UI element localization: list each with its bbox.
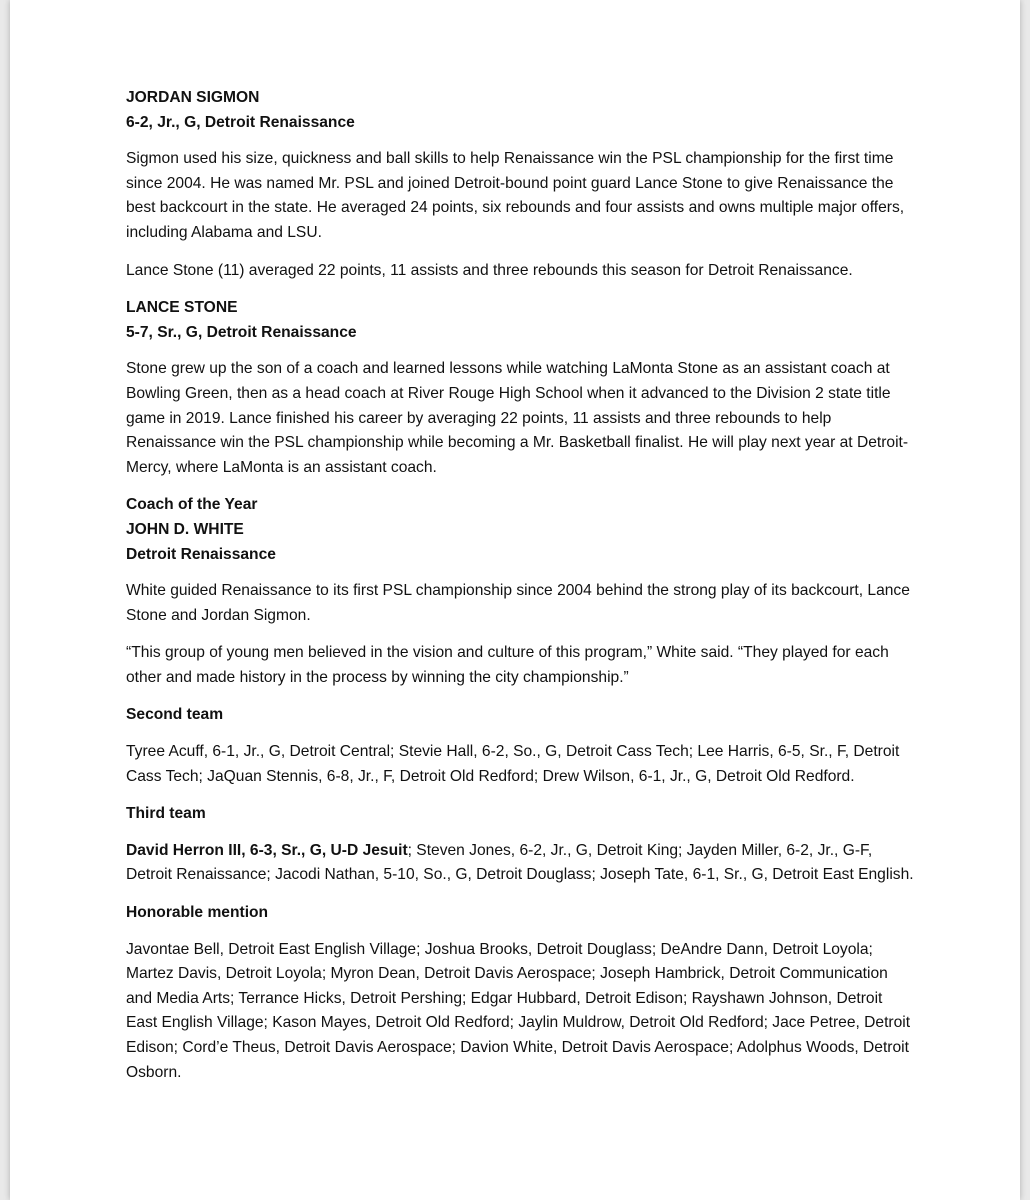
honorable-mention-title: Honorable mention — [126, 904, 269, 922]
player-header — [126, 296, 916, 345]
coach-bio: White guided Renaissance to its first PSL championship since 2004 behind the strong play of its backcourt, Lance Stone and Jordan Sigmon. — [126, 582, 910, 624]
coach-award: Coach of the Year — [126, 496, 258, 514]
coach-school: Detroit Renaissance — [126, 545, 276, 563]
third-team-rest: ; Steven Jones, 6-2, Jr., G, Detroit King; Jayden Miller, 6-2, Jr., G-F, Detroit Renaissance; Jacodi Nathan, 5-10, So., G, Detroit Douglass; Joseph Tate, 6-1, Sr., G, Detroit East English. — [126, 841, 914, 884]
second-team-list: Tyree Acuff, 6-1, Jr., G, Detroit Central; Stevie Hall, 6-2, So., G, Detroit Cass Tech; Lee Harris, 6-5, Sr., F, Detroit Cass Tech; JaQuan Stennis, 6-8, Jr., F, Detroit Old Redford; Drew Wilson, 6-1, Jr., G, Detroit Old Redford. — [126, 743, 900, 785]
player-info: 6-2, Jr., G, Detroit Renaissance — [126, 113, 355, 131]
player-header — [126, 86, 916, 135]
third-team-title: Third team — [126, 805, 206, 823]
player-name: LANCE STONE — [126, 299, 238, 317]
second-team-title: Second team — [126, 706, 224, 724]
third-team-lead: David Herron III, 6-3, Sr., G, U-D Jesuit — [126, 841, 408, 859]
player-bio: Sigmon used his size, quickness and ball skills to help Renaissance win the PSL championship for the first time since 2004. He was named Mr. PSL and joined Detroit-bound point guard Lance Stone to give Renaissance the best backcourt in the state. He averaged 24 points, six rebounds and four assists and owns multiple major offers, including Alabama and LSU. — [126, 150, 905, 241]
article-body — [126, 86, 916, 1098]
third-team-list — [126, 839, 916, 888]
player-name: JORDAN SIGMON — [126, 89, 260, 106]
coach-quote: “This group of young men believed in the vision and culture of this program,” White said. “They played for each other and made history in the process by winning the city championship.” — [126, 644, 889, 686]
coach-header — [126, 493, 916, 567]
photo-caption: Lance Stone (11) averaged 22 points, 11 assists and three rebounds this season for Detroit Renaissance. — [126, 261, 853, 279]
coach-name: JOHN D. WHITE — [126, 520, 244, 538]
player-bio: Stone grew up the son of a coach and learned lessons while watching LaMonta Stone as an assistant coach at Bowling Green, then as a head coach at River Rouge High School when it advanced to the Division 2 state title game in 2019. Lance finished his career by averaging 22 points, 11 assists and three rebounds to help Renaissance win the PSL championship while becoming a Mr. Basketball finalist. He will play next year at Detroit-Mercy, where LaMonta is an assistant coach. — [126, 360, 909, 476]
document-page — [10, 0, 1020, 1200]
honorable-mention-list: Javontae Bell, Detroit East English Village; Joshua Brooks, Detroit Douglass; DeAndre Dann, Detroit Loyola; Martez Davis, Detroit Loyola; Myron Dean, Detroit Davis Aerospace; Joseph Hambrick, Detroit Communication and Media Arts; Terrance Hicks, Detroit Pershing; Edgar Hubbard, Detroit Edison; Rayshawn Johnson, Detroit East English Village; Kason Mayes, Detroit Old Redford; Jaylin Muldrow, Detroit Old Redford; Jace Petree, Detroit Edison; Cord’e Theus, Detroit Davis Aerospace; Davion White, Detroit Davis Aerospace; Adolphus Woods, Detroit Osborn. — [126, 940, 911, 1081]
player-info: 5-7, Sr., G, Detroit Renaissance — [126, 323, 357, 341]
